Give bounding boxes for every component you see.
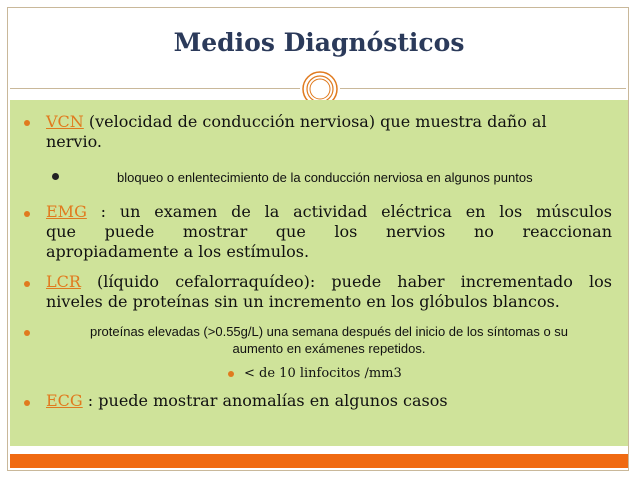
- sub-bullet-lcr-proteins: [44, 323, 614, 357]
- emg-link[interactable]: EMG: [46, 202, 87, 221]
- sub-bullet-icon: [24, 330, 30, 336]
- sub-bullet-lcr-lymphocytes: < de 10 linfocitos /mm3: [244, 366, 402, 381]
- ecg-link[interactable]: ECG: [46, 391, 83, 410]
- bullet-lcr: [46, 272, 612, 312]
- vcn-text-line2: nervio.: [46, 132, 103, 151]
- slide-title: Medios Diagnósticos: [173, 28, 465, 57]
- bullet-icon: [24, 400, 30, 406]
- bullet-emg: [46, 202, 612, 262]
- vcn-text-line1: (velocidad de conducción nerviosa) que muestra daño al: [83, 112, 547, 131]
- emg-text-line3: apropiadamente a los estímulos.: [46, 242, 310, 261]
- lcr-sub1-line2: aumento en exámenes repetidos.: [232, 341, 426, 356]
- bullet-icon: [24, 211, 30, 217]
- content-area: [10, 100, 628, 446]
- bullet-icon: [24, 281, 30, 287]
- lcr-text-line1: (líquido cefalorraquídeo): puede haber incrementado los: [80, 272, 612, 291]
- lcr-text-line2: niveles de proteínas sin un incremento en los glóbulos blancos.: [46, 292, 560, 311]
- lcr-sub1-line1: proteínas elevadas (>0.55g/L) una semana después del inicio de los síntomas o su: [89, 324, 569, 339]
- title-divider-left: [10, 88, 300, 89]
- sub-bullet-icon: [52, 173, 59, 180]
- sub-bullet-vcn: bloqueo o enlentecimiento de la conducción nerviosa en algunos puntos: [117, 170, 533, 185]
- bullet-ecg: [46, 391, 612, 411]
- ecg-text: : puede mostrar anomalías en algunos casos: [82, 391, 448, 410]
- bullet-vcn: [46, 112, 612, 152]
- sub-bullet-icon: [228, 371, 234, 377]
- emg-text-line1: : un examen de la actividad eléctrica en los músculos: [86, 202, 612, 221]
- bullet-icon: [24, 120, 30, 126]
- bottom-accent-bar: [10, 454, 628, 468]
- vcn-link[interactable]: VCN: [46, 112, 84, 131]
- lcr-link[interactable]: LCR: [46, 272, 81, 291]
- title-divider-right: [340, 88, 626, 89]
- emg-text-line2: que puede mostrar que los nervios no reaccionan: [46, 222, 612, 241]
